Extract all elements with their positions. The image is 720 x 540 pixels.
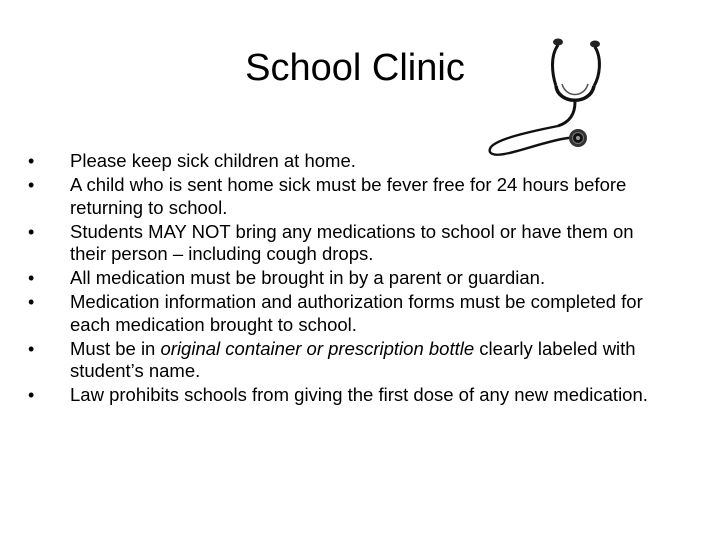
bullet-list	[28, 150, 668, 408]
list-item	[28, 338, 668, 383]
stethoscope-icon	[478, 34, 628, 164]
list-item	[28, 267, 668, 290]
bullet-icon: •	[28, 268, 35, 288]
bullet-icon: •	[28, 151, 35, 171]
slide-title: School Clinic	[245, 47, 465, 89]
list-item-text: Medication information and authorization forms must be completed for each medication brought to school.	[70, 291, 643, 335]
bullet-icon: •	[28, 175, 35, 195]
bullet-icon: •	[28, 221, 35, 242]
list-item	[28, 174, 668, 219]
list-item-text: Students MAY NOT bring any medications to school or have them on their person – including cough drops.	[70, 220, 634, 264]
list-item-text: Law prohibits schools from giving the first dose of any new medication.	[70, 384, 648, 405]
list-item	[28, 291, 668, 336]
list-item-text-emphasis: original container or prescription bottle	[160, 337, 475, 359]
list-item-text: A child who is sent home sick must be fever free for 24 hours before returning to school.	[70, 174, 627, 218]
bullet-icon: •	[28, 292, 35, 312]
list-item-text: Please keep sick children at home.	[70, 150, 356, 171]
list-item-text	[70, 338, 636, 382]
list-item-text-start: Must be in	[70, 337, 161, 359]
bullet-icon: •	[28, 385, 35, 405]
list-item	[28, 384, 668, 407]
bullet-icon: •	[28, 338, 35, 359]
list-item	[28, 221, 668, 266]
list-item-text-end: clearly labeled with student’s name.	[70, 337, 636, 381]
list-item-text: All medication must be brought in by a parent or guardian.	[70, 267, 546, 288]
list-item	[28, 150, 668, 173]
